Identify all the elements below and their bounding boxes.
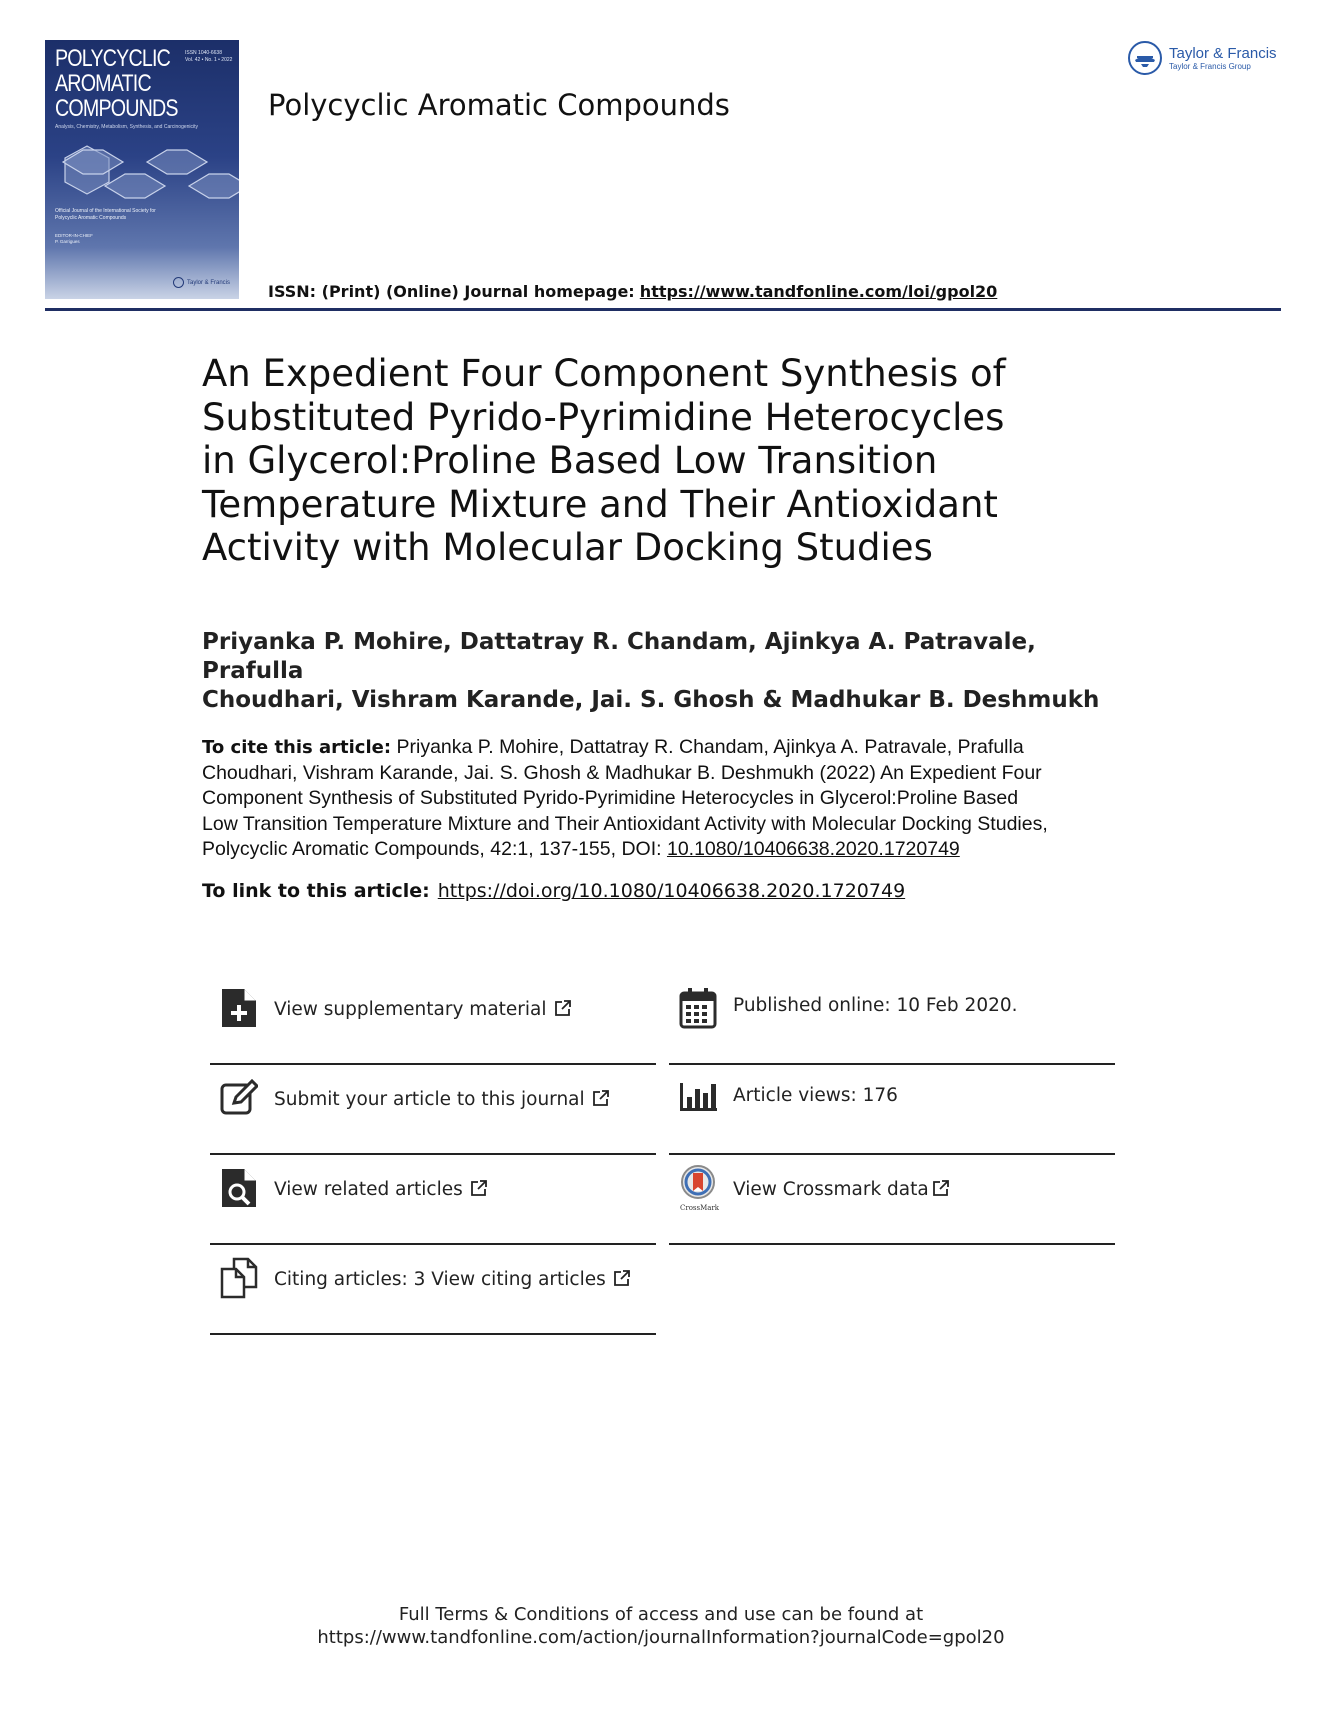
external-link-icon	[554, 999, 572, 1017]
cover-editor-name: P. Garrigues	[55, 239, 80, 244]
citing-label: Citing articles: 3 View citing articles	[274, 1269, 606, 1290]
header-divider	[45, 308, 1281, 311]
issn-label: ISSN: (Print) (Online) Journal homepage:	[268, 282, 635, 301]
issn-line	[268, 282, 997, 301]
doi-link[interactable]: 10.1080/10406638.2020.1720749	[666, 838, 960, 860]
cover-publisher	[173, 277, 230, 288]
cover-subtitle: Analysis, Chemistry, Metabolism, Synthesis, and Carcinogenicity	[55, 124, 199, 130]
related-articles-link[interactable]	[274, 1179, 488, 1200]
related-articles-panel[interactable]	[210, 1155, 656, 1245]
article-title-line: Temperature Mixture and Their Antioxidant	[202, 482, 998, 526]
link-label: To link to this article:	[202, 880, 430, 902]
crossmark-caption: CrossMark	[680, 1204, 720, 1212]
cover-editor	[55, 233, 93, 245]
author-line: Choudhari, Vishram Karande, Jai. S. Ghosh & Madhukar B. Deshmukh	[202, 687, 1100, 713]
article-title-line: An Expedient Four Component Synthesis of	[202, 352, 1006, 395]
cover-note: Official Journal of the International Society for Polycyclic Aromatic Compounds	[55, 208, 156, 221]
author-line: Priyanka P. Mohire, Dattatray R. Chandam, Ajinkya A. Patravale, Prafulla	[202, 629, 1036, 684]
cite-line: Priyanka P. Mohire, Dattatray R. Chandam, Ajinkya A. Patravale, Prafulla	[391, 736, 1024, 758]
published-online-text: Published online: 10 Feb 2020.	[733, 995, 1018, 1016]
article-title-line: Activity with Molecular Docking Studies	[202, 526, 933, 569]
edit-pencil-icon	[220, 1077, 258, 1119]
article-views-panel	[669, 1065, 1115, 1155]
citation-block	[202, 735, 1132, 863]
journal-cover-image	[45, 40, 239, 299]
cover-title-line: AROMATIC	[55, 70, 151, 97]
crossmark-link[interactable]	[733, 1179, 950, 1200]
publisher-mark-icon	[173, 277, 184, 288]
cite-line: Polycyclic Aromatic Compounds, 42:1, 137-155, DOI:	[202, 838, 667, 860]
related-label: View related articles	[274, 1179, 463, 1200]
cite-line: Low Transition Temperature Mixture and Their Antioxidant Activity with Molecular Docking Studies,	[202, 812, 1048, 835]
citing-articles-link[interactable]	[274, 1269, 631, 1290]
cover-publisher-name: Taylor & Francis	[187, 279, 231, 286]
article-title-line: Substituted Pyrido-Pyrimidine Heterocycles	[202, 395, 1005, 439]
cover-title	[55, 46, 178, 121]
journal-homepage-link[interactable]: https://www.tandfonline.com/loi/gpol20	[639, 282, 998, 301]
cite-line: Choudhari, Vishram Karande, Jai. S. Ghosh & Madhukar B. Deshmukh (2022) An Expedient Four	[202, 761, 1042, 784]
taylor-francis-logo-icon	[1127, 40, 1163, 76]
external-link-icon	[932, 1179, 950, 1197]
journal-name: Polycyclic Aromatic Compounds	[268, 88, 730, 122]
crossmark-panel[interactable]	[669, 1155, 1115, 1245]
file-plus-icon	[220, 987, 258, 1029]
article-views-text: Article views: 176	[733, 1085, 898, 1106]
cite-line: Component Synthesis of Substituted Pyrido-Pyrimidine Heterocycles in Glycerol:Proline Based	[202, 787, 1019, 809]
submit-label: Submit your article to this journal	[274, 1089, 585, 1110]
publisher-logo[interactable]	[1127, 40, 1277, 76]
cover-issn	[185, 50, 235, 64]
publisher-logo-group: Taylor & Francis Group	[1169, 62, 1251, 71]
cite-label: To cite this article:	[202, 737, 392, 758]
crossmark-icon	[679, 1165, 717, 1207]
cover-editor-label: EDITOR-IN-CHIEF	[55, 233, 93, 238]
article-title-line: in Glycerol:Proline Based Low Transition	[202, 439, 938, 482]
submit-article-panel[interactable]	[210, 1065, 656, 1155]
external-link-icon	[470, 1179, 488, 1197]
terms-url[interactable]: https://www.tandfonline.com/action/journalInformation?journalCode=gpol20	[317, 1627, 1005, 1648]
cover-issn-text: ISSN 1040-6638	[185, 50, 222, 56]
published-online-panel	[669, 975, 1115, 1065]
submit-article-link[interactable]	[274, 1089, 610, 1110]
article-doi-url-link[interactable]: https://doi.org/10.1080/10406638.2020.1720749	[437, 880, 906, 902]
cover-title-line: POLYCYCLIC	[55, 45, 171, 72]
author-list	[202, 628, 1102, 715]
cover-volume-text: Vol. 42 • No. 1 • 2022	[185, 57, 233, 63]
cover-title-line: COMPOUNDS	[55, 95, 178, 122]
article-title	[202, 352, 1022, 570]
external-link-icon	[592, 1089, 610, 1107]
calendar-icon	[679, 987, 717, 1029]
supplementary-label: View supplementary material	[274, 999, 547, 1020]
file-search-icon	[220, 1167, 258, 1209]
bar-chart-icon	[679, 1075, 717, 1117]
crossmark-label: View Crossmark data	[733, 1179, 929, 1200]
publisher-logo-name: Taylor & Francis	[1169, 45, 1277, 62]
hexagon-graphic	[45, 140, 239, 240]
supplementary-material-panel[interactable]	[210, 975, 656, 1065]
external-link-icon	[613, 1269, 631, 1287]
citing-articles-panel[interactable]	[210, 1245, 656, 1335]
terms-footer	[0, 1603, 1322, 1649]
copy-documents-icon	[220, 1257, 258, 1299]
terms-line: Full Terms & Conditions of access and use can be found at	[398, 1604, 924, 1625]
supplementary-material-link[interactable]	[274, 999, 572, 1020]
article-link-line	[202, 880, 905, 902]
